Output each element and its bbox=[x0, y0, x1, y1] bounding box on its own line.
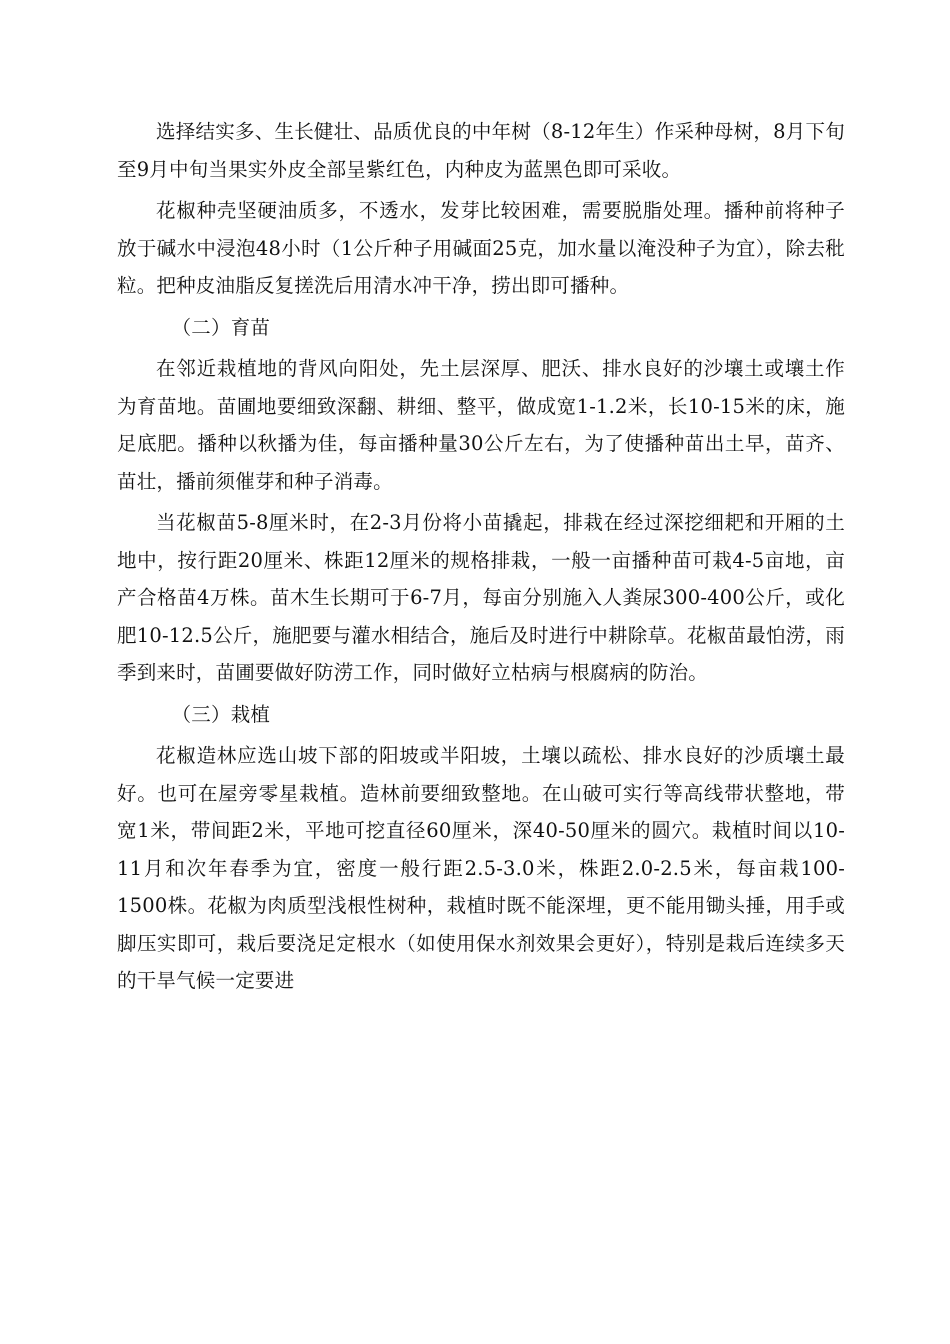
paragraph-seed-treatment: 花椒种壳坚硬油质多，不透水，发芽比较困难，需要脱脂处理。播种前将种子放于碱水中浸泡48小时（1公斤种子用碱面25克，加水量以淹没种子为宜），除去秕粒。把种皮油脂反复搓洗后用清水冲干净，捞出即可播种。 bbox=[117, 199, 845, 297]
paragraph-nursery-site: 在邻近栽植地的背风向阳处，先土层深厚、肥沃、排水良好的沙壤土或壤土作为育苗地。苗圃地要细致深翻、耕细、整平，做成宽1-1.2米，长10-15米的床，施足底肥。播种以秋播为佳，每亩播种量30公斤左右，为了使播种苗出土早，苗齐、苗壮，播前须催芽和种子消毒。 bbox=[117, 357, 845, 493]
paragraph-seed-collection: 选择结实多、生长健壮、品质优良的中年树（8-12年生）作采种母树，8月下旬至9月中旬当果实外皮全部呈紫红色，内种皮为蓝黑色即可采收。 bbox=[117, 120, 845, 181]
paragraph-transplanting: 当花椒苗5-8厘米时，在2-3月份将小苗撬起，排栽在经过深挖细耙和开厢的土地中，按行距20厘米、株距12厘米的规格排栽，一般一亩播种苗可栽4-5亩地，亩产合格苗4万株。苗木生长期可于6-7月，每亩分别施入人粪尿300-400公斤，或化肥10-12.5公斤，施肥要与灌水相结合，施后及时进行中耕除草。花椒苗最怕涝，雨季到来时，苗圃要做好防涝工作，同时做好立枯病与根腐病的防治。 bbox=[117, 511, 845, 684]
document-body bbox=[117, 113, 845, 1004]
section-heading-seedling: （二）育苗 bbox=[171, 315, 271, 339]
section-heading-planting: （三）栽植 bbox=[171, 702, 271, 726]
paragraph-afforestation: 花椒造林应选山坡下部的阳坡或半阳坡，土壤以疏松、排水良好的沙质壤土最好。也可在屋旁零星栽植。造林前要细致整地。在山破可实行等高线带状整地，带宽1米，带间距2米，平地可挖直径60厘米，深40-50厘米的圆穴。栽植时间以10-11月和次年春季为宜，密度一般行距2.5-3.0米，株距2.0-2.5米，每亩栽100-1500株。花椒为肉质型浅根性树种，栽植时既不能深埋，更不能用锄头捶，用手或脚压实即可，栽后要浇足定根水（如使用保水剂效果会更好），特别是栽后连续多天的干旱气候一定要进 bbox=[117, 744, 845, 992]
